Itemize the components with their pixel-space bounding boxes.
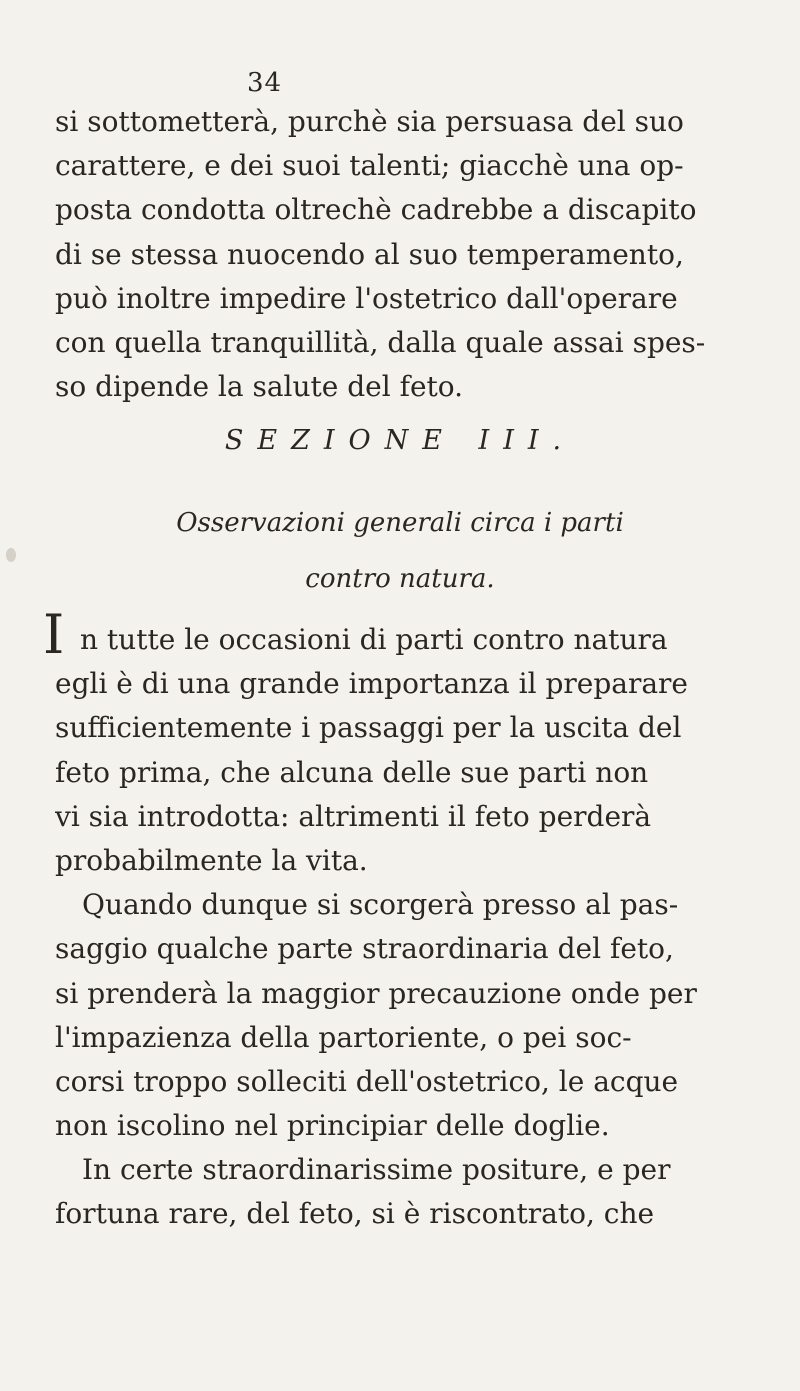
text-line: so dipende la salute del feto. <box>55 370 464 403</box>
text-line: probabilmente la vita. <box>55 844 368 877</box>
text-line: si prenderà la maggior precauzione onde per <box>55 977 697 1010</box>
text-line: carattere, e dei suoi talenti; giacchè una op- <box>55 149 684 182</box>
drop-cap: I <box>43 603 65 666</box>
text-line: egli è di una grande importanza il preparare <box>55 667 688 700</box>
text-line: sufficientemente i passaggi per la uscita del <box>55 711 682 744</box>
text-line: saggio qualche parte straordinaria del feto, <box>55 932 674 965</box>
text-line: si sottometterà, purchè sia persuasa del suo <box>55 105 684 138</box>
text-line: corsi troppo solleciti dell'ostetrico, le acque <box>55 1065 679 1098</box>
subheading-line-2: contro natura. <box>305 564 495 594</box>
text-line: con quella tranquillità, dalla quale assai spes- <box>55 326 706 359</box>
text-line: n tutte le occasioni di parti contro natura <box>80 623 668 656</box>
text-line: di se stessa nuocendo al suo temperamento, <box>55 238 684 271</box>
text-line: non iscolino nel principiar delle doglie. <box>55 1109 610 1142</box>
text-line: Quando dunque si scorgerà presso al pas- <box>82 888 679 921</box>
text-line: l'impazienza della partoriente, o pei soc- <box>55 1021 632 1054</box>
section-heading: SEZIONE III. <box>224 425 576 456</box>
text-line: può inoltre impedire l'ostetrico dall'operare <box>55 282 678 315</box>
subheading-line-1: Osservazioni generali circa i parti <box>176 508 624 538</box>
page-number: 34 <box>247 68 283 98</box>
text-line: posta condotta oltrechè cadrebbe a discapito <box>55 193 697 226</box>
text-line: fortuna rare, del feto, si è riscontrato, che <box>55 1197 655 1230</box>
text-line: In certe straordinarissime positure, e per <box>82 1153 671 1186</box>
ink-spot <box>6 548 16 562</box>
text-line: feto prima, che alcuna delle sue parti non <box>55 756 649 789</box>
text-line: vi sia introdotta: altrimenti il feto perderà <box>55 800 652 833</box>
